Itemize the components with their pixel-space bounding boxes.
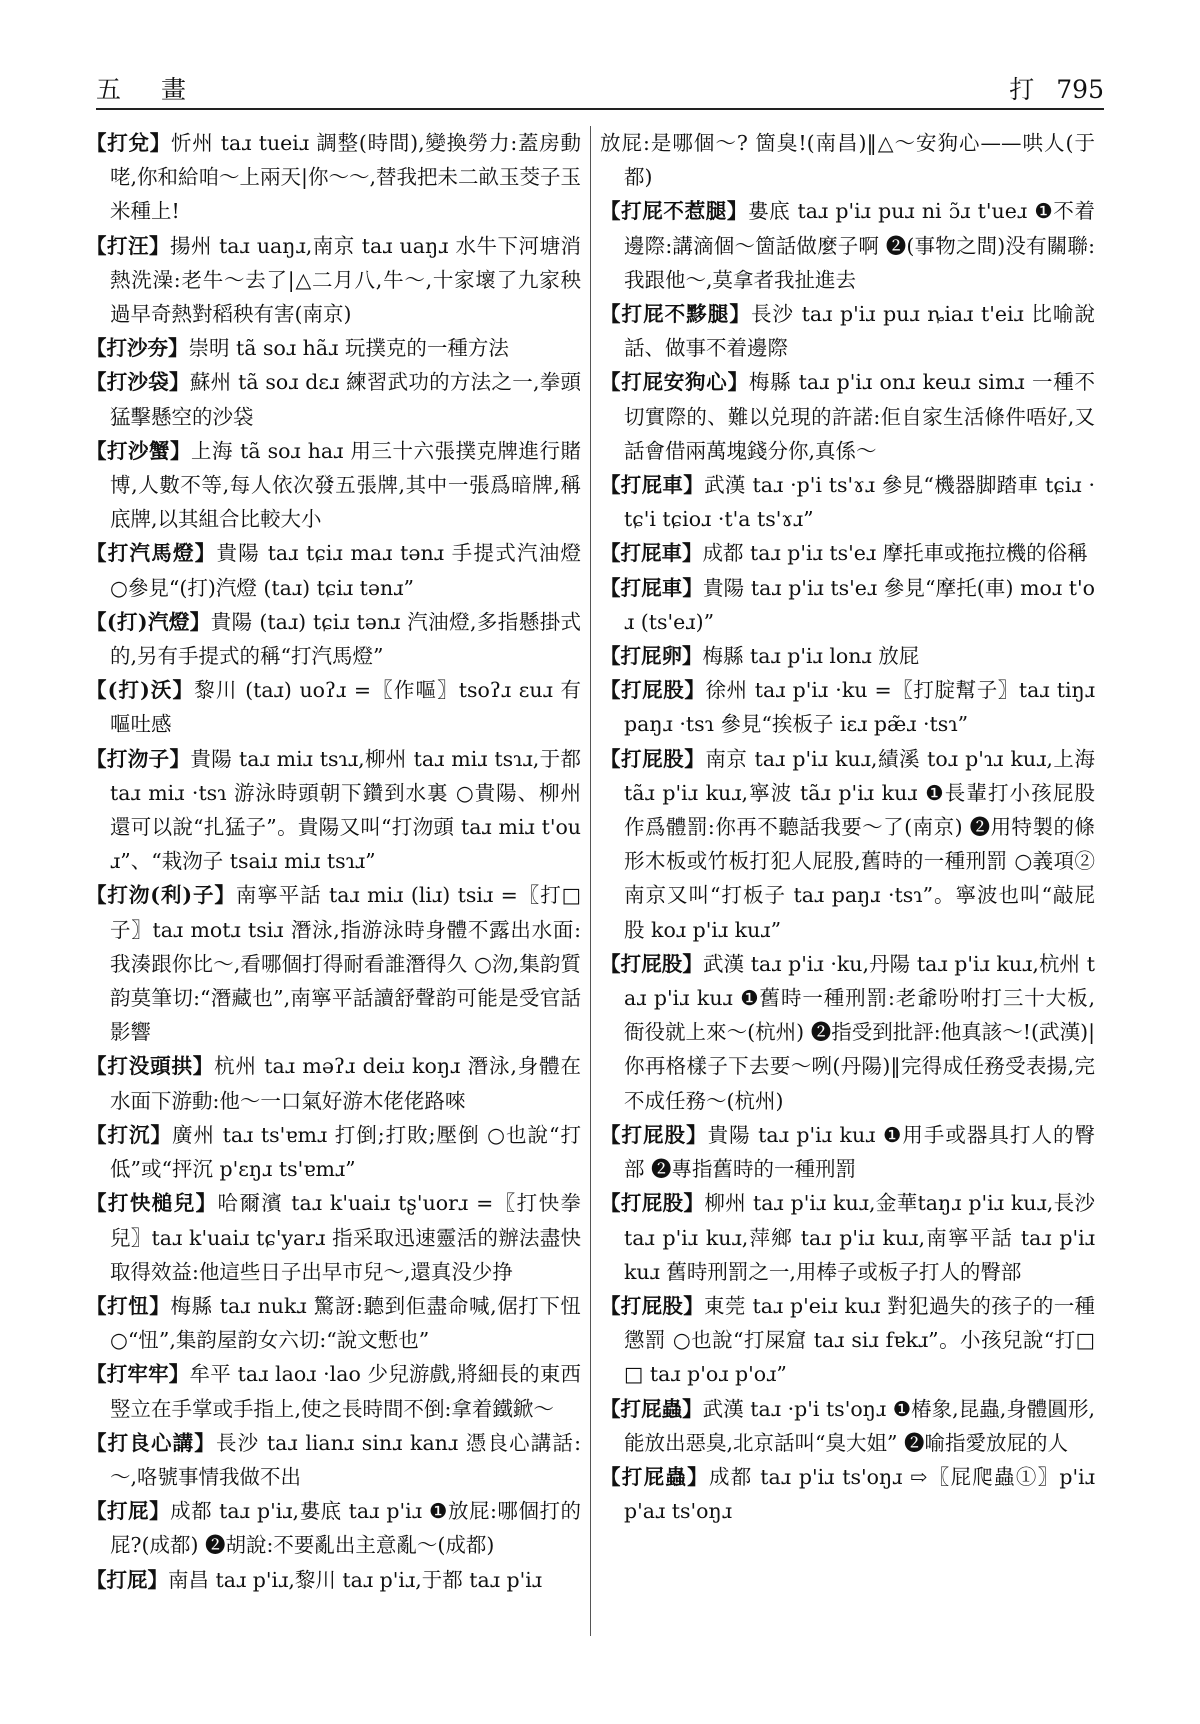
entry-definition: 長沙 taɹ lianɹ sinɹ kanɹ 憑良心講話:～,咯號事情我做不出 [110,1430,581,1489]
entry-definition: 哈爾濱 taɹ k'uaiɹ tʂ'uorɹ =〖打快拳兒〗taɹ k'uaiɹ tɕ'yarɹ 指采取迅速靈活的辦法盡快取得效益:他這些日子出早市兒～,還真没少挣 [110,1191,581,1284]
dictionary-entry [86,126,581,229]
dictionary-entry [600,126,1095,194]
right-column [600,126,1095,1528]
dictionary-entry [600,1392,1095,1460]
entry-definition: 南京 taɹ p'iɹ kuɹ,績溪 toɹ p'ɿɹ kuɹ,上海 tãɹ p'iɹ kuɹ,寧波 tãɹ p'iɹ kuɹ ❶長輩打小孩屁股作爲體罰:你再不聽話我要～了(南京) ❷用特製的條形木板或竹板打犯人屁股,舊時的一種刑罰 ○義項②南京又叫“打板子 taɹ paŋɹ ·tsɿ”。寧波也叫“敲屁股 koɹ p'iɹ kuɹ” [624,746,1095,942]
entry-headword: 【打屁蟲】 [600,1464,709,1489]
dictionary-entry [600,1289,1095,1392]
entry-definition: 成都 taɹ p'iɹ,婁底 taɹ p'iɹ ❶放屁:哪個打的屁?(成都) ❷胡說:不要亂出主意亂～(成都) [110,1499,581,1558]
entry-headword: 【打屁車】 [600,541,703,566]
entry-headword: 【打沕(利)子】 [86,883,236,908]
entry-definition: 梅縣 taɹ nukɹ 驚訝:聽到佢盡命喊,倨打下忸 ○“忸”,集韵屋韵女六切:“說文慙也” [110,1293,581,1353]
entry-definition: 南昌 taɹ p'iɹ,黎川 taɹ p'iɹ,于都 taɹ p'iɹ [168,1567,543,1592]
entry-headword: 【打屁】 [86,1499,171,1524]
entry-headword: 【打屁不黟腿】 [600,302,751,327]
dictionary-entry [86,1186,581,1289]
entry-headword: 【打牢牢】 [86,1362,190,1387]
entry-definition: 貴陽 taɹ p'iɹ kuɹ ❶用手或器具打人的臀部 ❷專指舊時的一種刑罰 [624,1122,1096,1182]
header-character: 打 [1009,75,1035,104]
entry-definition: 貴陽 taɹ miɹ tsɿɹ,柳州 taɹ miɹ tsɿɹ,于都 taɹ miɹ ·tsɿ 游泳時頭朝下鑽到水裏 ○貴陽、柳州還可以說“扎猛子”。貴陽又叫“打沕頭 taɹ miɹ t'ouɹ”、“栽沕子 tsaiɹ miɹ tsɿɹ” [110,746,581,874]
dictionary-entry [600,1186,1095,1289]
entry-headword: 【打屁股】 [600,951,703,976]
dictionary-entry [600,742,1095,947]
entry-definition: 貴陽 (taɹ) tɕiɹ tənɹ 汽油燈,多指懸掛式的,另有手提式的稱“打汽馬燈” [110,609,581,669]
left-column [86,126,581,1597]
entry-headword: 【打忸】 [86,1293,171,1318]
entry-headword: 【打兌】 [86,131,171,155]
dictionary-entry [86,1494,581,1562]
entry-headword: 【打屁股】 [600,1122,708,1147]
entry-definition: 上海 tã soɹ haɹ 用三十六張撲克牌進行賭博,人數不等,每人依次發五張牌,其中一張爲暗牌,稱底牌,以其組合比較大小 [110,438,582,532]
entry-definition: 牟平 taɹ laoɹ ·lao 少兒游戲,將細長的東西竪立在手掌或手指上,使之長時間不倒:拿着鐵鍁～ [110,1362,582,1421]
entry-definition: 成都 taɹ p'iɹ ts'oŋɹ ⇨〖屁爬蟲①〗p'iɹ p'aɹ ts'oŋɹ [624,1464,1096,1524]
entry-headword: 【打汽馬燈】 [86,541,217,566]
entry-headword: 【打屁車】 [600,575,704,600]
dictionary-entry [86,331,581,365]
entry-definition: 成都 taɹ p'iɹ ts'eɹ 摩托車或拖拉機的俗稱 [702,541,1088,566]
dictionary-entry [600,947,1095,1118]
entry-definition: 徐州 taɹ p'iɹ ·ku =〖打腚幫子〗taɹ tiŋɹ paŋɹ ·tsɿ 參見“挨板子 iɛɹ pæ̃ɹ ·tsɿ” [624,678,1095,737]
entry-definition: 婁底 taɹ p'iɹ puɹ ni ɔ̃ɹ t'ueɹ ❶不着邊際:講滴個～箇話做麼子啊 ❷(事物之間)没有關聯:我跟他～,莫拿者我扯進去 [624,199,1095,292]
entry-headword: 【打屁卵】 [600,644,703,669]
dictionary-entry [86,878,581,1049]
dictionary-entry [600,194,1095,297]
entry-definition: 貴陽 taɹ p'iɹ ts'eɹ 參見“摩托(車) moɹ t'oɹ (ts'eɹ)” [624,575,1096,634]
dictionary-entry [86,434,581,537]
entry-headword: 【打沉】 [86,1122,173,1147]
entry-headword: 【打屁股】 [600,1191,705,1216]
dictionary-entry [600,468,1095,536]
dictionary-entry [86,605,581,673]
entry-headword: 【(打)汽燈】 [86,609,211,634]
entry-headword: 【打屁股】 [600,1293,705,1318]
entry-headword: 【打屁安狗心】 [600,370,749,395]
entry-headword: 【打沙袋】 [86,370,190,395]
entry-definition: 放屁:是哪個～? 箇臭!(南昌)‖△～安狗心——哄人(于都) [600,131,1095,190]
dictionary-entry [86,742,581,879]
dictionary-entry [600,365,1095,468]
entry-definition: 柳州 taɹ p'iɹ kuɹ,金華taŋɹ p'iɹ kuɹ,長沙 taɹ p'iɹ kuɹ,萍鄉 taɹ p'iɹ kuɹ,南寧平話 taɹ p'iɹ kuɹ 舊時刑罰之一,用棒子或板子打人的臀部 [624,1191,1095,1284]
entry-definition: 武漢 taɹ ·p'i ts'ɤɹ 參見“機器脚踏車 tɕiɹ ·tɕ'i tɕioɹ ·t'a ts'ɤɹ” [624,473,1095,532]
dictionary-entry [600,639,1095,673]
page-number: 795 [1056,75,1104,104]
entry-headword: 【打沕子】 [86,746,191,771]
entry-definition: 南寧平話 taɹ miɹ (liɹ) tsiɹ =〖打□子〗taɹ motɹ tsiɹ 潛泳,指游泳時身體不露出水面:我湊跟你比～,看哪個打得耐看誰潛得久 ○沕,集韵質韵莫筆切:“潛藏也”,南寧平話讀舒聲韵可能是受官話影響 [110,883,581,1045]
entry-definition: 揚州 taɹ uaŋɹ,南京 taɹ uaŋɹ 水牛下河塘消熱洗澡:老牛～去了|△二月八,牛～,十家壞了九家秧過早奇熱對稻秧有害(南京) [110,233,581,327]
entry-definition: 貴陽 taɹ tɕiɹ maɹ tənɹ 手提式汽油燈 ○參見“(打)汽燈 (taɹ) tɕiɹ tənɹ” [110,541,581,600]
dictionary-entry [86,229,581,332]
dictionary-entry [86,673,581,741]
dictionary-entry [600,1460,1095,1528]
dictionary-entry [86,365,581,433]
entry-definition: 廣州 taɹ ts'ɐmɹ 打倒;打敗;壓倒 ○也說“打低”或“抨沉 p'ɛŋɹ ts'ɐmɹ” [110,1122,582,1182]
dictionary-entry [86,1357,581,1425]
entry-headword: 【打沙蟹】 [86,438,192,463]
entry-definition: 蘇州 tã soɹ dɛɹ 練習武功的方法之一,拳頭猛擊懸空的沙袋 [110,370,582,429]
entry-headword: 【打屁】 [86,1567,168,1592]
entry-headword: 【打快槌兒】 [86,1191,218,1216]
entry-headword: 【打屁股】 [600,678,706,703]
dictionary-entry [86,1426,581,1494]
entry-definition: 武漢 taɹ ·p'i ts'oŋɹ ❶椿象,昆蟲,身體圓形,能放出惡臭,北京話叫“臭大姐” ❷喻指愛放屁的人 [624,1396,1096,1455]
entry-definition: 梅縣 taɹ p'iɹ lonɹ 放屁 [702,644,920,669]
entry-headword: 【打汪】 [86,233,171,258]
entry-definition: 武漢 taɹ p'iɹ ·ku,丹陽 taɹ p'iɹ kuɹ,杭州 taɹ p'iɹ kuɹ ❶舊時一種刑罰:老爺吩咐打三十大板,衙役就上來～(杭州) ❷指受到批評:他真該～!(武漢)|你再格樣子下去要～咧(丹陽)‖完得成任務受表揚,完不成任務～(杭州) [624,951,1095,1113]
dictionary-entry [600,571,1095,639]
entry-definition: 忻州 taɹ tueiɹ 調整(時間),變換勞力:蓋房動咾,你和給咱～上兩天|你～～,替我把未二畝玉茭子玉米種上! [110,131,581,224]
dictionary-entry [86,1049,581,1117]
entry-headword: 【打屁蟲】 [600,1396,703,1421]
entry-headword: 【打良心講】 [86,1430,216,1455]
dictionary-entry [86,1118,581,1186]
entry-headword: 【打屁股】 [600,746,706,771]
section-title: 五 畫 [96,75,202,104]
dictionary-entry [86,1289,581,1357]
entry-definition: 崇明 tã soɹ hãɹ 玩撲克的一種方法 [188,336,509,361]
entry-definition: 黎川 (taɹ) uoʔɹ =〖作嘔〗tsoʔɹ ɛuɹ 有嘔吐感 [110,678,581,737]
entry-headword: 【打沙夯】 [86,336,189,361]
dictionary-entry [86,536,581,604]
dictionary-entry [600,536,1095,570]
entry-headword: 【(打)沃】 [86,678,195,703]
entry-definition: 東莞 taɹ p'eiɹ kuɹ 對犯過失的孩子的一種懲罰 ○也說“打屎窟 taɹ siɹ fɐkɹ”。小孩兒說“打□□ taɹ p'oɹ p'oɹ” [624,1293,1096,1387]
entry-headword: 【打屁不惹腿】 [600,199,749,224]
entry-headword: 【打没頭拱】 [86,1054,215,1079]
dictionary-columns [86,126,1116,1706]
entry-definition: 梅縣 taɹ p'iɹ onɹ keuɹ simɹ 一種不切實際的、難以兑現的許諾:佢自家生活條件唔好,又話會借兩萬塊錢分你,真係～ [624,370,1096,463]
page-number-area [1009,70,1104,106]
dictionary-entry [86,1563,581,1597]
dictionary-entry [600,297,1095,365]
dictionary-entry [600,673,1095,741]
page-header [96,62,1104,110]
dictionary-entry [600,1118,1095,1186]
entry-definition: 長沙 taɹ p'iɹ puɹ ȵiaɹ t'eiɹ 比喻說話、做事不着邊際 [624,302,1095,361]
entry-headword: 【打屁車】 [600,473,705,498]
entry-definition: 杭州 taɹ məʔɹ deiɹ koŋɹ 潛泳,身體在水面下游動:他～一口氣好游木佬佬路唻 [110,1054,581,1113]
